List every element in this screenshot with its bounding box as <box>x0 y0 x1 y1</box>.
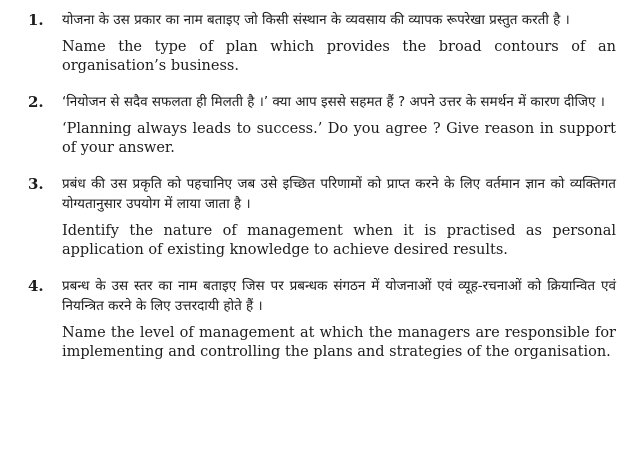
question-text-english: Identify the nature of management when it is practised as personal application of existing knowledge to achieve desired results. <box>62 223 616 258</box>
question-text-english: ‘Planning always leads to success.’ Do you agree ? Give reason in support of your answer. <box>62 121 616 156</box>
question-number: 2. <box>28 93 44 111</box>
question-text-hindi: प्रबंध की उस प्रकृति को पहचानिए जब उसे इच्छित परिणामों को प्राप्त करने के लिए वर्तमान ज्ञान को व्यक्तिगत योग्यतानुसार उपयोग में लाया जाता है । <box>62 176 616 212</box>
question-text-hindi: ‘नियोजन से सदैव सफलता ही मिलती है ।’ क्या आप इससे सहमत हैं ? अपने उत्तर के समर्थन में कारण दीजिए । <box>62 94 605 110</box>
question-1 <box>24 10 616 76</box>
question-text-english: Name the type of plan which provides the broad contours of an organisation’s business. <box>62 39 616 74</box>
question-number: 3. <box>28 175 44 193</box>
question-2 <box>24 92 616 158</box>
question-text-english: Name the level of management at which the managers are responsible for implementing and controlling the plans and strategies of the organisation. <box>62 325 616 360</box>
question-body <box>62 92 616 158</box>
question-body <box>62 174 616 260</box>
question-number: 4. <box>28 277 44 295</box>
question-number: 1. <box>28 11 44 29</box>
question-body <box>62 10 616 76</box>
question-3 <box>24 174 616 260</box>
question-body <box>62 276 616 362</box>
question-text-hindi: योजना के उस प्रकार का नाम बताइए जो किसी संस्थान के व्यवसाय की व्यापक रूपरेखा प्रस्तुत करती है । <box>62 12 570 28</box>
question-text-hindi: प्रबन्ध के उस स्तर का नाम बताइए जिस पर प्रबन्धक संगठन में योजनाओं एवं व्यूह-रचनाओं को क्रियान्वित एवं नियन्त्रित करने के लिए उत्तरदायी होते हैं । <box>62 278 616 314</box>
question-4 <box>24 276 616 362</box>
